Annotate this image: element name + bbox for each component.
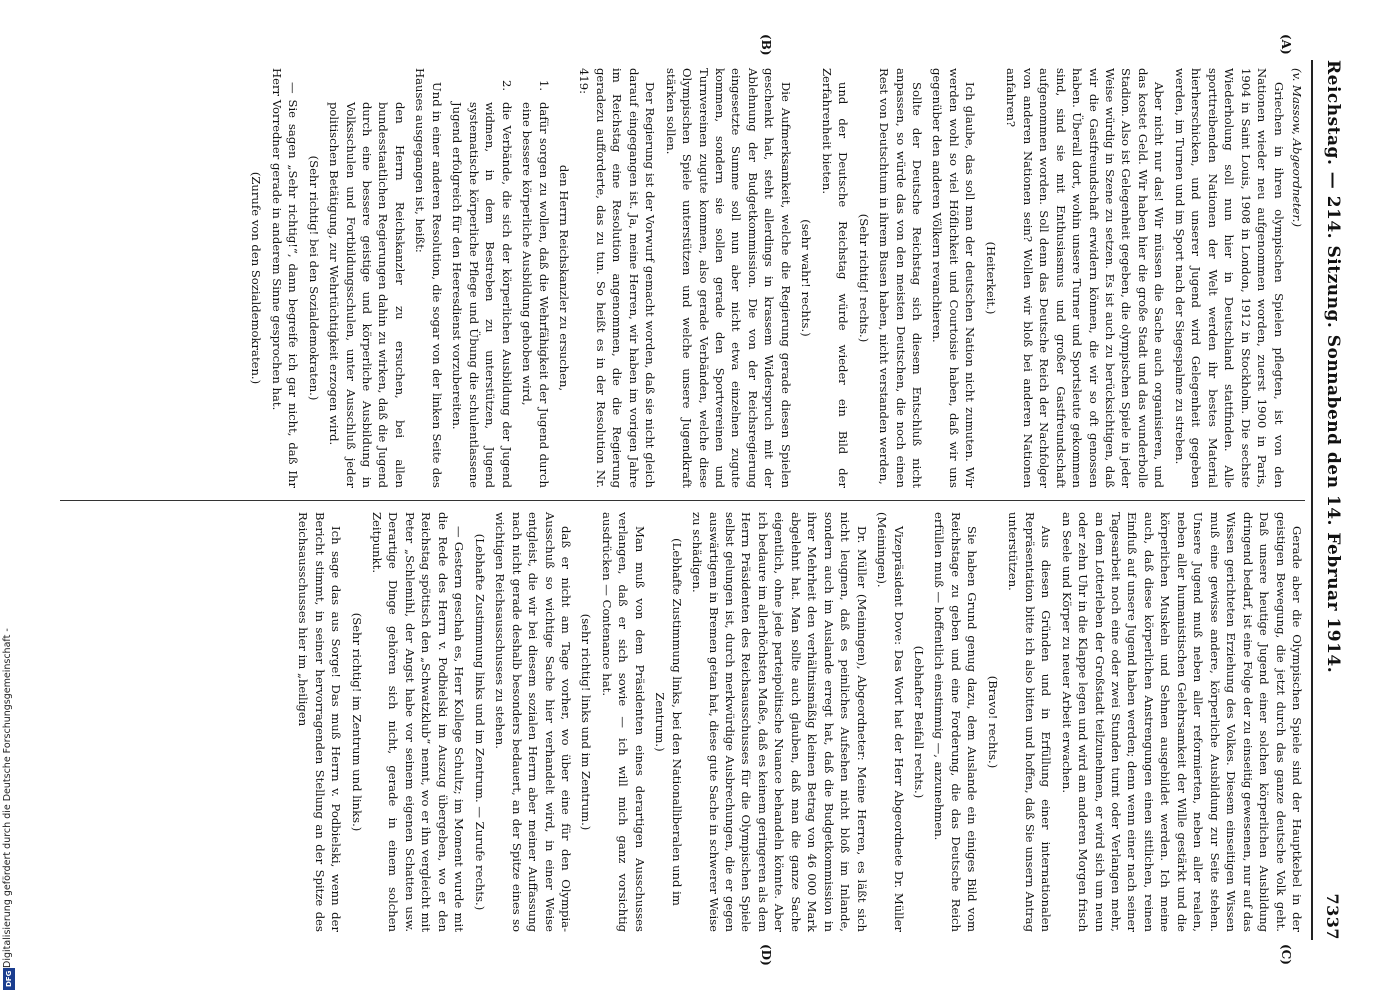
- paragraph: Ich sage das aus Sorge! Das muß Herrn v. Podbielski, wenn der Bericht stimmt, in seiner hervorragenden Stellung an der Spitze des Reichsausschusses hier im „heiligen: [296, 512, 344, 932]
- right-column: [30, 512, 1305, 932]
- paragraph: daß er nicht am Tage vorher, wo über eine für den Olympia-Ausschuß so wichtige Sache hier verhandelt wird, in einer Weise entgleist, die wir bei diesem sozialen Herrn aber meiner Auffassung nach nicht gerade deshalb besonders bedauert, an der Spitze eines so wichtigen Reichsausschusses zu stehen.: [493, 512, 573, 932]
- interjection: (sehr richtig! links und im Zentrum.): [579, 613, 594, 831]
- interjection: (Lebhafter Beifall rechts.): [912, 645, 927, 799]
- list-number: 2.: [499, 80, 514, 92]
- margin-marker-d: (D): [759, 944, 773, 966]
- paragraph: Aber nicht nur das! Wir müssen die Sache auch organisieren, und das kostet Geld. Wir haben hier die große Stadt und das wunderbolle Stadion. Also ist Gelegenheit gegeben, die olympischen Spiele in jeder Weise würdig in Szene zu setzen. Es ist auch zu berücksichtigen, daß wir die Gastfreundschaft erwidern können, die wir so oft genossen haben. Überall dort, wohin unsere Turner und Sportsleute gekommen sind, sind sie mit Enthusiasmus und großer Gastfreundschaft aufgenommen worden. Soll denn das Deutsche Reich der Nachfolger von anderen Nationen sein? Wollen wir bloß bei anderen Nationen anfahren?: [1004, 68, 1167, 488]
- footer-credit: Digitalisierung gefördert durch die Deutsche Forschungsgemeinschaft -: [2, 628, 13, 968]
- paragraph: Sie haben Grund genug dazu, dem Auslande ein einiges Bild vom Reichstage zu geben und eine Forderung, die das Deutsche Reich erfüllen muß — hoffentlich einstimmig —, anzunehmen.: [932, 512, 980, 932]
- paragraph: Der Regierung ist der Vorwurf gemacht worden, daß sie nicht gleich darauf eingegangen ist. Ja, meine Herren, wir haben im vorigen Jahre im Reichstag eine Resolution angenommen, die die Regierung geradezu aufforderte, das zu tun. So heißt es in der Resolution Nr. 419:: [577, 68, 658, 488]
- column-divider: [60, 500, 1305, 501]
- paragraph: Aus diesen Gründen und in Erfüllung einer internationalen Repräsentation bitte ich also bitten und hoffen, daß Sie unsern Antrag unterstützen.: [1006, 512, 1054, 932]
- paragraph: Dr. Müller (Meiningen), Abgeordneter: Meine Herren, es läßt sich nicht leugnen, daß es peinliches Aufsehen nicht bloß im Inlande, sondern auch im Auslande erregt hat, daß die Budgetkommission in ihrer Mehrheit den verhältnismäßig kleinen Betrag von 46 000 Mark abgelehnt hat. Man sollte auch glauben, daß man die ganze Sache eigentlich, ohne jede parteipolitische Nuance behandeln könnte. Aber ich bedaure im allerhöchsten Maße, daß es keinem geringeren als dem Herrn Präsidenten des Reichsausschusses für die Olympischen Spiele selbst gelungen ist, durch merkwürdige Ausbrechungen, die er gegen auswärtigem in Bremen getan hat, diese gute Sache in schwerer Weise zu schädigen.: [690, 512, 869, 932]
- paragraph: Die Aufmerksamkeit, welche die Regierung gerade diesen Spielen geschenkt hat, steht allerdings in krassem Widerspruch mit der Ablehnung der Budgetkommission. Die von der Reichsregierung eingesetzte Summe soll nun aber nicht etwa einzelnen zugute kommen, sondern sie sollen gerade den Sportvereinen und Turnvereinen zugute kommen, also gerade Verbänden, welche diese Olympischen Spiele unterstützen und welche unsere Jugendkraft stärken sollen.: [663, 68, 793, 488]
- dfg-logo: DFG: [3, 968, 15, 990]
- margin-marker-a: (A): [1279, 34, 1293, 55]
- paragraph: und der Deutsche Reichstag würde wieder ein Bild der Zerfahrenheit bieten.: [819, 68, 851, 488]
- digitization-footer: [2, 0, 14, 994]
- paragraph: — Gestern geschah es, Herr Kollege Schultz; im Moment wurde mit die Rede des Herrn v. Podbielski im Auszug übergeben, wo er den Reichstag spöttisch den „Schwatzklub“ nennt, wo er ihn vergleicht mit Peter „Schlemihl, der Angst habe vor seinem eigenen Schatten usw. Derartige Dinge gehören sich nicht, gerade in einem solchen Zeitpunkt.: [369, 512, 467, 932]
- interjection: (Sehr richtig! im Zentrum und links.): [349, 612, 364, 832]
- paragraph: Man muß von dem Präsidenten eines derartigen Ausschusses verlangen, daß er sich sowie — ich will mich ganz vorsichtig ausdrücken — Contenance hat.: [599, 512, 647, 932]
- speaker-header: (v. Massow, Abgeordneter.): [1290, 68, 1304, 227]
- interjection: (Lebhafte Zustimmung links und im Zentrum. — Zurufe rechts.): [472, 533, 487, 911]
- paragraph: Und in einer anderen Resolution, die sogar von der linken Seite des Hauses ausgegangen ist, heißt:: [413, 68, 444, 488]
- paragraph: Vizepräsident Dove: Das Wort hat der Herr Abgeordnete Dr. Müller (Meiningen).: [875, 512, 906, 932]
- resolution-intro: den Herrn Reichskanzler zu ersuchen,: [556, 164, 571, 392]
- resolution-text: den Herrn Reichskanzler zu ersuchen, bei allen bundesstaatlichen Regierungen dahin zu wirken, daß die Jugend durch eine bessere geistige und körperliche Ausbildung in Volksschulen und Fortbildungsschulen, unter Ausschluß jeder politischen Betätigung, zur Wehrtüchtigkeit erzogen wird.: [327, 102, 407, 488]
- interjection: (sehr wahr! rechts.): [799, 219, 814, 337]
- list-item-text: dafür sorgen zu wollen, daß die Wehrfähigkeit der Jugend durch eine bessere körperliche Ausbildung gehoben wird,: [520, 102, 551, 488]
- interjection: (Heiterkeit.): [983, 241, 998, 315]
- paragraph: Griechen in ihren olympischen Spielen pflegten, ist von den Nationen wieder neu aufgenommen worden, zuerst 1900 in Paris, 1904 in Saint Louis, 1908 in London, 1912 in Stockholm. Die sechste Wiederholung soll nun hier in Deutschland stattfinden. Alle sporttreibenden Nationen der Welt werden ihr bestes Material hierherschicken, und unserer Jugend wird Gelegenheit gegeben werden, im Turnen und im Sport nach der Siegespalme zu streben.: [1172, 68, 1286, 488]
- page-number: 7337: [1323, 893, 1343, 940]
- interjection: (Zurufe von den Sozialdemokraten.): [249, 171, 264, 385]
- list-item: [519, 68, 552, 488]
- interjection: (Lebhafte Zustimmung links, bei den Nationalliberalen und im Zentrum.): [653, 538, 684, 906]
- paragraph: Gerade aber die Olympischen Spiele sind der Hauptkebel in der geistigen Bewegung, die jetzt durch das ganze deutsche Volk geht. Daß unsere heutige Jugend einer solchen körperlichen Ausbildung dringend bedarf, ist eine Folge der zu einseitig gewesenen, nur auf das Wissen gerichteten Erziehung des Volkes. Diesem einseitigen Wissen muß eine gewisse andere, körperliche Ausbildung zur Seite stehen. Unsere Jugend muß neben aller reformierten, neben aller realen, neben aller humanistischen Gelehrsamkeit der Wille gestärkt und die körperlichen Muskeln und Sehnen ausgebildet werden. Ich meine auch, daß diese körperlichen Anstrengungen einen sittlichen, reinen Einfluß auf unsere Jugend haben werden; denn wenn einer nach seiner Tagesarbeit noch eine oder zwei Stunden turnt oder Verlangen mehr, an dem Lotterleben der Großstadt teilzunehmen, er wird sich um neun oder zehn Uhr in die Klappe legen und wird am anderen Morgen frisch an Seele und Körper zu neuer Arbeit erwachen.: [1059, 512, 1304, 932]
- list-item-text: die Verbände, die sich der körperlichen Ausbildung der Jugend widmen, in dem Bestreben zu unterstützen, Jugend systematische körperliche Pflege und Übung die schulentlassene Jugend erfolgreich für den Heeresdienst vorzubereiten.: [450, 102, 514, 488]
- running-header: [1311, 60, 1353, 940]
- header-title: Reichstag. — 214. Sitzung. Sonnabend den 14. Februar 1914.: [1323, 60, 1343, 674]
- interjection: (Sehr richtig! rechts.): [856, 213, 871, 343]
- interjection: (Sehr richtig! bei den Sozialdemokraten.): [306, 155, 321, 401]
- paragraph: Sollte der Deutsche Reichstag sich diesem Entschluß nicht anpassen, so würde das von den meisten Deutschen, die noch einen Rest von Deutschtum in ihrem Busen haben, nicht verstanden werden,: [877, 68, 925, 488]
- left-column: [30, 68, 1305, 488]
- list-number: 1.: [536, 80, 551, 92]
- interjection: (Bravo! rechts.): [985, 675, 1000, 769]
- paragraph: Ich glaube, das soll man der deutschen Nation nicht zumuten. Wir werden wohl so viel Höflichkeit und Courtoisie haben, daß wir uns gegenüber den anderen Völkern revanchieren.: [930, 68, 978, 488]
- margin-marker-b: (B): [759, 34, 773, 56]
- paragraph: — Sie sagen „Sehr richtig!“, dann begreife ich gar nicht, daß Ihr Herr Vorredner gerade in anderem Sinne gesprochen hat.: [269, 68, 301, 488]
- list-item: [449, 68, 515, 488]
- margin-marker-c: (C): [1279, 944, 1293, 965]
